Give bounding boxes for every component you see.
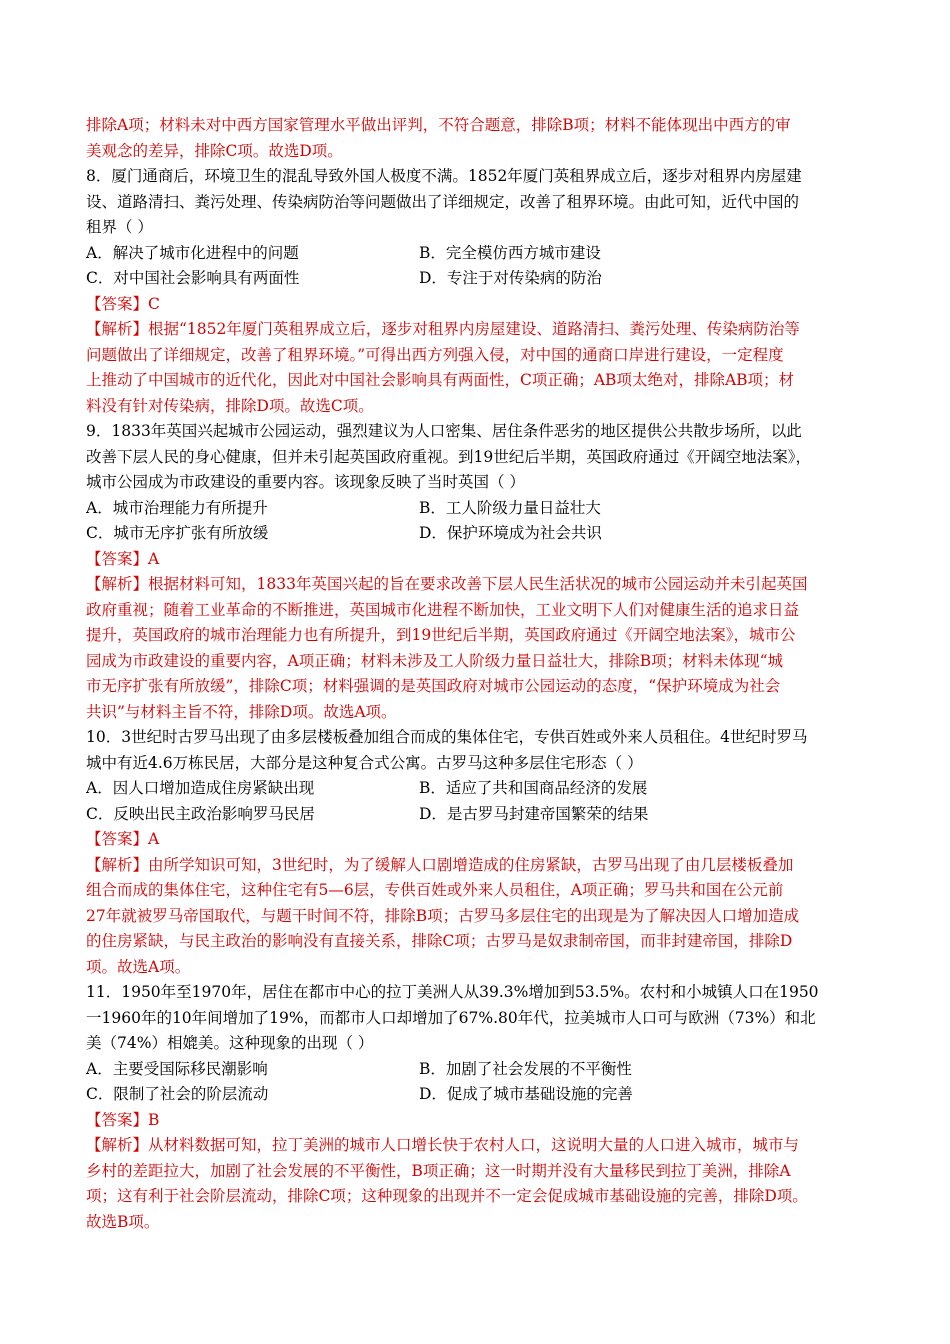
options-grid: [86, 496, 876, 547]
question-stem-line: 城市公园成为市政建设的重要内容。该现象反映了当时英国（ ）: [86, 473, 525, 491]
option-a: A．因人口增加造成住房紧缺出现: [86, 779, 315, 797]
option-a: A．主要受国际移民潮影响: [86, 1059, 268, 1078]
question-9: [86, 419, 876, 725]
question-stem-line: 8．厦门通商后，环境卫生的混乱导致外国人极度不满。1852年厦门英租界成立后，逐步对租界内房屋建: [86, 167, 802, 185]
text-line: 排除A项；材料未对中西方国家管理水平做出评判，不符合题意，排除B项；材料不能体现出中西方的审: [86, 116, 791, 134]
analysis-line: 【解析】由所学知识可知，3世纪时，为了缓解人口剧增造成的住房紧缺，古罗马出现了由几层楼板叠加: [86, 855, 794, 874]
analysis-line: 料没有针对传染病，排除D项。故选C项。: [86, 396, 374, 415]
options-grid: [86, 776, 876, 827]
analysis: [86, 317, 876, 419]
question-stem-line: 租界（ ）: [86, 218, 153, 236]
option-b: B．加剧了社会发展的不平衡性: [419, 1059, 632, 1078]
analysis-line: 共识”与材料主旨不符，排除D项。故选A项。: [86, 702, 397, 721]
analysis-line: 组合而成的集体住宅，这种住宅有5—6层，专供百姓或外来人员租住，A项正确；罗马共和国在公元前: [86, 881, 784, 899]
option-c: C．限制了社会的阶层流动: [86, 1085, 269, 1103]
analysis-line: 【解析】从材料数据可知，拉丁美洲的城市人口增长快于农村人口，这说明大量的人口进入城市，城市与: [86, 1136, 800, 1154]
analysis-line: 提升，英国政府的城市治理能力也有所提升，到19世纪后半期，英国政府通过《开阔空地法案》，城市公: [86, 626, 796, 644]
option-b: B．完全模仿西方城市建设: [419, 243, 601, 262]
option-b: B．适应了共和国商品经济的发展: [419, 779, 648, 797]
option-d: D．促成了城市基础设施的完善: [419, 1085, 633, 1103]
question-stem-line: 11．1950年至1970年，居住在都市中心的拉丁美洲人从39.3%增加到53.5%。农村和小城镇人口在1950: [86, 983, 819, 1001]
analysis-line: 故选B项。: [86, 1212, 160, 1231]
document-page: [86, 113, 876, 1235]
analysis-line: 园成为市政建设的重要内容，A项正确；材料未涉及工人阶级力量日益壮大，排除B项；材料未体现“城: [86, 651, 784, 670]
analysis: [86, 572, 876, 725]
question-stem-line: 改善下层人民的身心健康，但并未引起英国政府重视。到19世纪后半期，英国政府通过《开阔空地法案》，: [86, 447, 811, 466]
question-10: [86, 725, 876, 980]
option-d: D．保护环境成为社会共识: [419, 524, 602, 542]
question-stem-line: 9．1833年英国兴起城市公园运动，强烈建议为人口密集、居住条件恶劣的地区提供公共散步场所，以此: [86, 422, 802, 440]
answer-label: 【答案】A: [86, 549, 160, 568]
option-a: A．解决了城市化进程中的问题: [86, 243, 299, 262]
analysis-line: 乡村的差距拉大，加剧了社会发展的不平衡性，B项正确；这一时期并没有大量移民到拉丁美洲，排除A: [86, 1161, 791, 1180]
question-11: [86, 980, 876, 1235]
question-stem-line: 设、道路清扫、粪污处理、传染病防治等问题做出了详细规定，改善了租界环境。由此可知，近代中国的: [86, 192, 800, 211]
question-stem-line: 城中有近4.6万栋民居，大部分是这种复合式公寓。古罗马这种多层住宅形态（ ）: [86, 753, 643, 772]
analysis-line: 上推动了中国城市的近代化，因此对中国社会影响具有两面性，C项正确；AB项太绝对，排除AB项；材: [86, 371, 795, 389]
text-line: 美观念的差异，排除C项。故选D项。: [86, 141, 343, 160]
options-grid: [86, 241, 876, 292]
option-d: D．专注于对传染病的防治: [419, 269, 602, 287]
analysis-line: 【解析】根据“1852年厦门英租界成立后，逐步对租界内房屋建设、道路清扫、粪污处理、传染病防治等: [86, 320, 800, 338]
question-stem-line: 10．3世纪时古罗马出现了由多层楼板叠加组合而成的集体住宅，专供百姓或外来人员租住。4世纪时罗马: [86, 728, 808, 746]
analysis-line: 问题做出了详细规定，改善了租界环境。”可得出西方列强入侵，对中国的通商口岸进行建设，一定程度: [86, 345, 784, 364]
option-b: B．工人阶级力量日益壮大: [419, 498, 601, 517]
analysis-line: 的住房紧缺，与民主政治的影响没有直接关系，排除C项；古罗马是奴隶制帝国，而非封建帝国，排除D: [86, 932, 793, 950]
analysis-line: 政府重视；随着工业革命的不断推进，英国城市化进程不断加快，工业文明下人们对健康生活的追求日益: [86, 600, 800, 619]
question-stem-line: 一1960年的10年间增加了19%，而都市人口却增加了67%.80年代，拉美城市人口可与欧洲（73%）和北: [86, 1008, 816, 1027]
option-d: D．是古罗马封建帝国繁荣的结果: [419, 804, 649, 823]
analysis-line: 【解析】根据材料可知，1833年英国兴起的旨在要求改善下层人民生活状况的城市公园运动并未引起英国: [86, 575, 808, 593]
question-stem-line: 美（74%）相媲美。这种现象的出现（ ）: [86, 1034, 374, 1052]
option-c: C．城市无序扩张有所放缓: [86, 524, 269, 542]
analysis-line: 市无序扩张有所放缓”，排除C项；材料强调的是英国政府对城市公园运动的态度，“保护环境成为社会: [86, 677, 781, 695]
analysis: [86, 853, 876, 981]
analysis-line: 项。故选A项。: [86, 957, 191, 976]
answer-label: 【答案】B: [86, 1110, 160, 1129]
option-c: C．反映出民主政治影响罗马民居: [86, 804, 315, 823]
analysis-line: 项；这有利于社会阶层流动，排除C项；这种现象的出现并不一定会促成城市基础设施的完善，排除D项。: [86, 1187, 808, 1205]
analysis-line: 27年就被罗马帝国取代，与题干时间不符，排除B项；古罗马多层住宅的出现是为了解决因人口增加造成: [86, 906, 800, 925]
previous-analysis-tail: [86, 113, 876, 164]
options-grid: [86, 1057, 876, 1108]
option-c: C．对中国社会影响具有两面性: [86, 269, 300, 287]
answer-label: 【答案】C: [86, 294, 160, 313]
option-a: A．城市治理能力有所提升: [86, 498, 268, 517]
answer-label: 【答案】A: [86, 830, 160, 848]
analysis: [86, 1133, 876, 1235]
question-8: [86, 164, 876, 419]
